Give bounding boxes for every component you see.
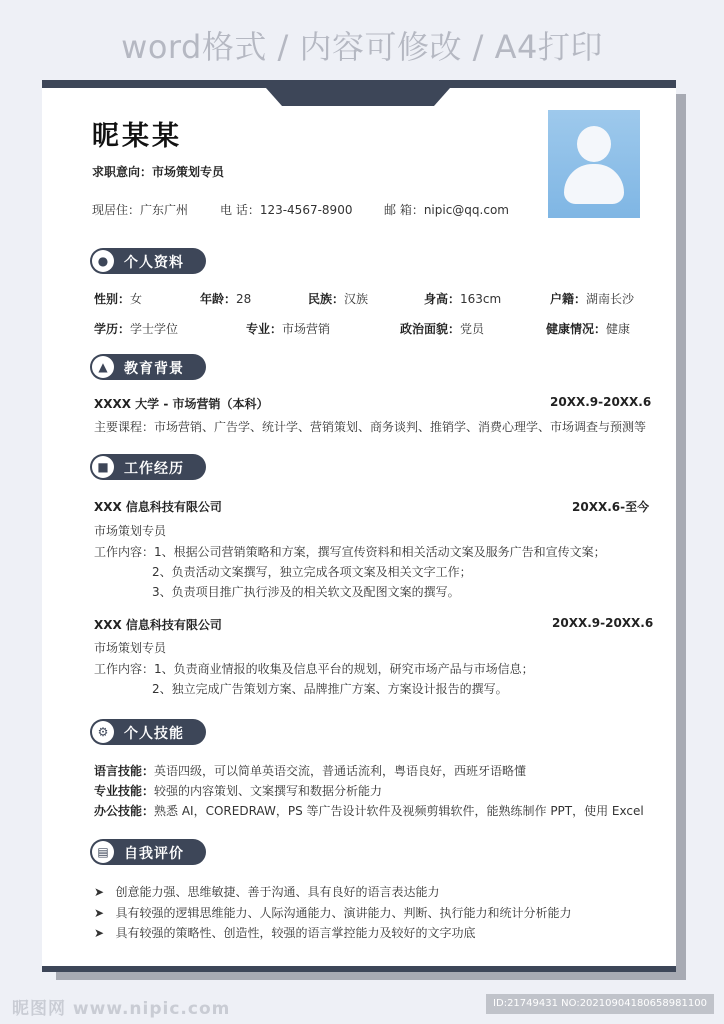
top-tab-decoration [266,88,450,106]
watermark-logo: 昵图网 www.nipic.com [12,999,231,1019]
arrow-bullet-icon: ➤ [94,926,116,940]
resume-page [42,80,676,972]
edu-period: 20XX.9-20XX.6 [550,395,652,409]
work-company: XXX 信息科技有限公司 [94,618,222,632]
phone: 电 话：123-4567-8900 [220,203,353,217]
section-self [90,839,206,865]
info-ethnic: 民族：汉族 [308,292,369,306]
self-item: ➤ 创意能力强、思维敏捷、善于沟通、具有良好的语言表达能力 [94,885,440,899]
gear-icon: ⚙ [92,721,114,743]
briefcase-icon: ■ [92,456,114,478]
self-item: ➤ 具有较强的逻辑思维能力、人际沟通能力、演讲能力、判断、执行能力和统计分析能力 [94,906,572,920]
info-health: 健康情况：健康 [546,322,631,336]
address: 现居住：广东广州 [92,203,189,217]
work-line: 2、独立完成广告策划方案、品牌推广方案、方案设计报告的撰写。 [152,682,508,696]
profile-photo [548,110,640,218]
work-company: XXX 信息科技有限公司 [94,500,222,514]
work-line: 2、负责活动文案撰写，独立完成各项文案及相关文字工作； [152,565,472,579]
work-title: 市场策划专员 [94,641,167,655]
graduation-cap-icon: ▲ [92,356,114,378]
info-age: 年龄：28 [200,292,252,306]
top-banner: word格式 / 内容可修改 / A4打印 [121,28,603,66]
arrow-bullet-icon: ➤ [94,906,116,920]
avatar-body-icon [564,164,624,204]
section-personal [90,248,206,274]
arrow-bullet-icon: ➤ [94,885,116,899]
skill-language: 语言技能：英语四级，可以简单英语交流，普通话流利，粤语良好，西班牙语略懂 [94,764,527,778]
work-period: 20XX.6-至今 [572,500,650,514]
edu-courses: 主要课程：市场营销、广告学、统计学、营销策划、商务谈判、推销学、消费心理学、市场调查与预测等 [94,420,647,434]
watermark-id: ID:21749431 NO:20210904180658981100 [486,994,714,1014]
work-line: 3、负责项目推广执行涉及的相关软文及配图文案的撰写。 [152,585,460,599]
candidate-name: 昵某某 [92,121,182,152]
job-objective: 求职意向：市场策划专员 [92,165,225,179]
work-title: 市场策划专员 [94,524,167,538]
info-politics: 政治面貌：党员 [400,322,485,336]
avatar-head-icon [577,126,611,162]
info-hukou: 户籍：湖南长沙 [550,292,635,306]
email: 邮 箱：nipic@qq.com [384,203,509,217]
work-period: 20XX.9-20XX.6 [552,616,654,630]
self-item: ➤ 具有较强的策略性、创造性，较强的语言掌控能力及较好的文字功底 [94,926,476,940]
section-work [90,454,206,480]
person-icon: ● [92,250,114,272]
section-skills [90,719,206,745]
section-education [90,354,206,380]
work-line: 工作内容：1、根据公司营销策略和方案，撰写宣传资料和相关活动文案及服务广告和宣传文案； [94,545,606,559]
info-height: 身高：163cm [424,292,502,306]
section-education-title: 教育背景 [124,361,184,377]
section-work-title: 工作经历 [124,461,184,477]
info-major: 专业：市场营销 [246,322,331,336]
info-degree: 学历：学士学位 [94,322,179,336]
info-gender: 性别：女 [94,292,143,306]
section-personal-title: 个人资料 [124,255,184,271]
document-icon: ▤ [92,841,114,863]
bottom-bar [42,966,676,972]
skill-office: 办公技能：熟悉 AI，COREDRAW，PS 等广告设计软件及视频剪辑软件，能熟练制作 PPT，使用 Excel [94,804,644,818]
work-line: 工作内容：1、负责商业情报的收集及信息平台的规划，研究市场产品与市场信息； [94,662,534,676]
skill-professional: 专业技能：较强的内容策划、文案撰写和数据分析能力 [94,784,383,798]
section-self-title: 自我评价 [124,846,184,862]
edu-school: XXXX 大学 - 市场营销（本科） [94,397,269,411]
top-bar [42,80,676,88]
section-skills-title: 个人技能 [124,726,184,742]
